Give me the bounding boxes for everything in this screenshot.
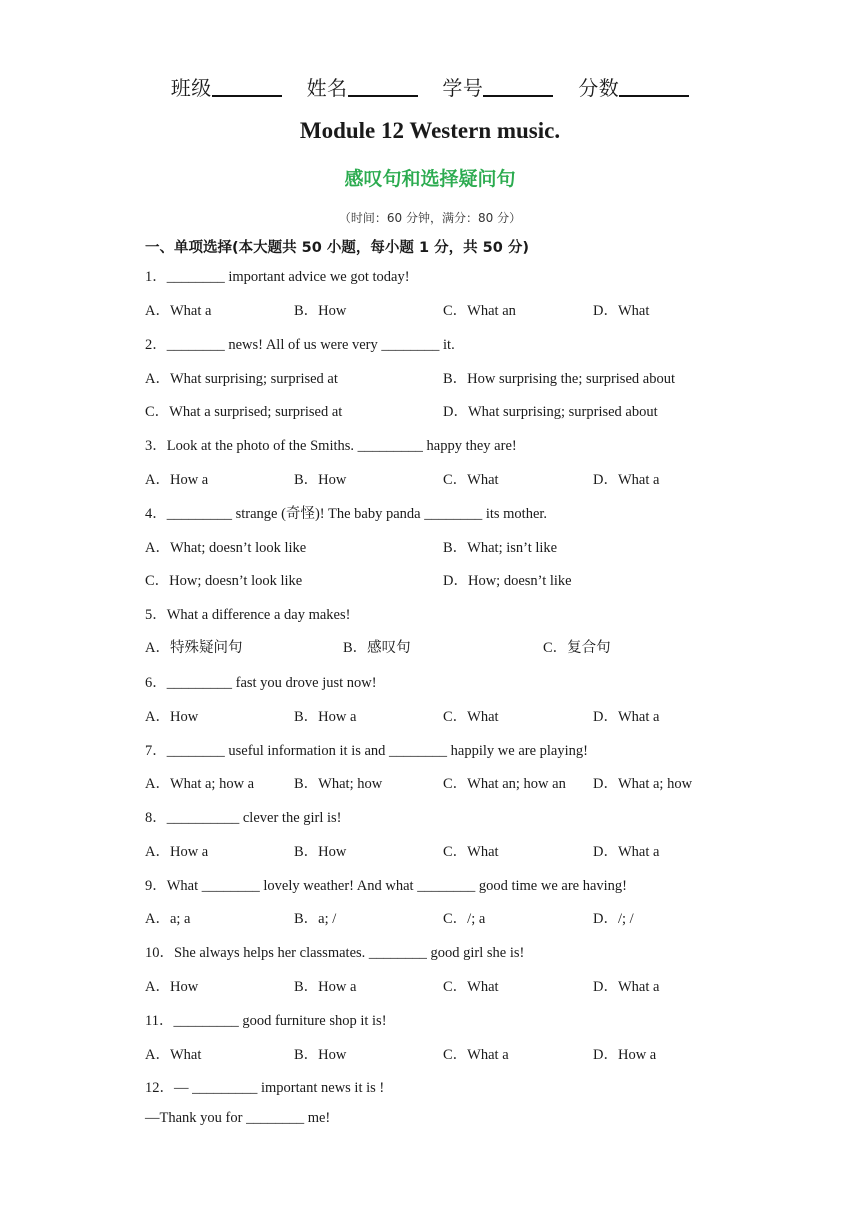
question-number: 10．	[145, 945, 174, 961]
option-b: B．How	[294, 1047, 347, 1063]
option-d: D．/; /	[593, 911, 634, 927]
question-text: She always helps her classmates. ________ good girl she is!	[174, 945, 525, 961]
class-field	[171, 76, 282, 100]
option-a: A．What a	[145, 303, 212, 319]
question-stem	[145, 739, 588, 760]
question-number: 6．	[145, 675, 167, 691]
page-subtitle: 感叹句和选择疑问句	[344, 168, 516, 190]
option-b: B．What; how	[294, 776, 383, 792]
option-d: D．What a	[593, 472, 660, 488]
option-a: A．How a	[145, 472, 209, 488]
option-b: B．How	[294, 303, 347, 319]
option-c: C．复合句	[543, 640, 611, 656]
option-c: C．What an	[443, 303, 516, 319]
option-d: D．What a	[593, 979, 660, 995]
class-label: 班级	[170, 76, 212, 100]
question-number: 9．	[145, 878, 167, 894]
student-number-label: 学号	[442, 76, 484, 100]
score-blank	[619, 94, 689, 97]
question-stem	[145, 1009, 387, 1030]
option-b: B．感叹句	[343, 640, 411, 656]
option-c: C．What	[443, 979, 499, 995]
question-number: 1．	[145, 269, 167, 285]
question-stem	[145, 502, 547, 523]
question-stem	[145, 1076, 384, 1097]
section-title: 一、单项选择(本大题共 50 小题，每小题 1 分，共 50 分)	[145, 240, 529, 256]
option-b: B．How surprising the; surprised about	[443, 371, 675, 387]
option-b: B．What; isn’t like	[443, 540, 558, 556]
score-field	[578, 76, 689, 100]
question-text: Look at the photo of the Smiths. _________ happy they are!	[166, 438, 517, 454]
option-d: D．What surprising; surprised about	[443, 404, 658, 420]
question-text: What ________ lovely weather! And what ________ good time we are having!	[166, 878, 628, 894]
option-c: C．/; a	[443, 911, 486, 927]
student-number-blank	[483, 94, 553, 97]
question-number: 2．	[145, 337, 167, 353]
option-d: D．What a; how	[593, 776, 693, 792]
question-stem	[145, 603, 350, 624]
question-text: __________ clever the girl is!	[166, 810, 342, 826]
student-info-header	[0, 72, 860, 101]
question-text: ________ useful information it is and ________ happily we are playing!	[166, 743, 588, 759]
question-text: _________ strange (奇怪)! The baby panda ________ its mother.	[166, 506, 548, 522]
question-stem	[145, 941, 524, 962]
question-number: 5．	[145, 607, 167, 623]
question-text: ________ important advice we got today!	[166, 269, 410, 285]
page-title: Module 12 Western music.	[299, 118, 561, 143]
question-number: 12．	[145, 1080, 174, 1096]
option-a: A．How a	[145, 844, 209, 860]
question-text: ________ news! All of us were very ________ it.	[166, 337, 455, 353]
class-blank	[212, 94, 282, 97]
option-a: A．What	[145, 1047, 202, 1063]
option-d: D．How; doesn’t like	[443, 573, 572, 589]
question-stem	[145, 671, 377, 692]
question-stem	[145, 434, 517, 455]
option-a: A．What surprising; surprised at	[145, 371, 338, 387]
option-d: D．What	[593, 303, 650, 319]
question-stem	[145, 333, 455, 354]
option-d: D．What a	[593, 844, 660, 860]
dialogue-line: —Thank you for ________ me!	[145, 1110, 331, 1126]
option-d: D．How a	[593, 1047, 657, 1063]
name-label: 姓名	[306, 76, 348, 100]
time-and-score-note: （时间：60 分钟，满分：80 分）	[338, 211, 522, 225]
name-field	[307, 76, 418, 100]
option-d: D．What a	[593, 709, 660, 725]
name-blank	[348, 94, 418, 97]
option-b: B．How	[294, 844, 347, 860]
option-a: A．What; doesn’t look like	[145, 540, 307, 556]
option-c: C．What a surprised; surprised at	[145, 404, 343, 420]
score-label: 分数	[578, 76, 620, 100]
option-b: B．How a	[294, 709, 357, 725]
question-number: 3．	[145, 438, 167, 454]
option-a: A．a; a	[145, 911, 191, 927]
student-number-field	[442, 76, 553, 100]
question-number: 8．	[145, 810, 167, 826]
option-c: C．What	[443, 472, 499, 488]
option-c: C．What	[443, 844, 499, 860]
option-c: C．What an; how an	[443, 776, 566, 792]
option-a: A．How	[145, 709, 199, 725]
option-b: B．How	[294, 472, 347, 488]
option-c: C．How; doesn’t look like	[145, 573, 303, 589]
question-number: 4．	[145, 506, 167, 522]
question-stem	[145, 806, 342, 827]
question-stem	[145, 265, 410, 286]
option-a: A．What a; how a	[145, 776, 255, 792]
option-c: C．What	[443, 709, 499, 725]
option-b: B．a; /	[294, 911, 337, 927]
question-text: _________ good furniture shop it is!	[173, 1013, 387, 1029]
option-b: B．How a	[294, 979, 357, 995]
question-text: — _________ important news it is !	[174, 1080, 385, 1096]
option-a: A．特殊疑问句	[145, 640, 243, 656]
question-number: 7．	[145, 743, 167, 759]
question-text: _________ fast you drove just now!	[166, 675, 377, 691]
question-text: What a difference a day makes!	[166, 607, 351, 623]
question-stem	[145, 874, 627, 895]
option-c: C．What a	[443, 1047, 509, 1063]
question-number: 11．	[145, 1013, 174, 1029]
option-a: A．How	[145, 979, 199, 995]
